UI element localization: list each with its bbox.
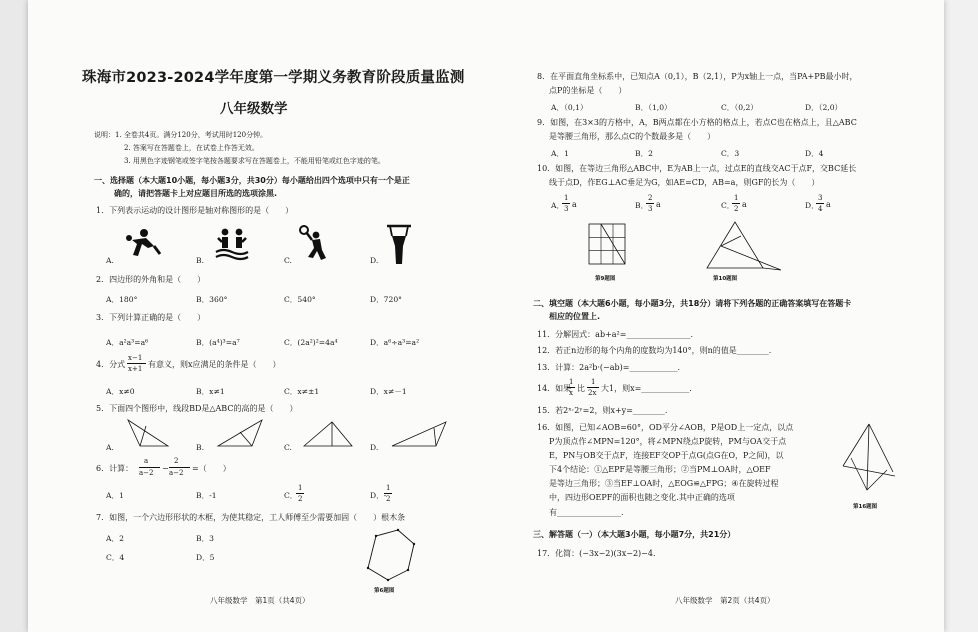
q1-option-b[interactable]: B.: [196, 256, 204, 265]
q6-option-d-den: 2: [386, 495, 391, 503]
q6-frac2-num: 2: [174, 457, 179, 465]
q14-mid: 比: [577, 384, 585, 393]
q10-c-var: a: [742, 200, 747, 209]
section-1-heading-line2: 确的，请把答题卡上对应题目所选的选项涂黑.: [114, 189, 278, 198]
q14-f2-den: 2x: [588, 389, 597, 397]
q5-option-d[interactable]: D.: [370, 443, 379, 452]
q1-figure-a-pingpong-icon: [124, 226, 164, 262]
q9-line2: 是等腰三角形，那么点C的个数最多是（ ）: [549, 132, 716, 141]
q14-suffix: 大1，则x=____________.: [601, 384, 692, 393]
q10-option-b[interactable]: B．: [635, 201, 649, 210]
q3-stem: 3．下列计算正确的是（ ）: [96, 313, 206, 322]
q9-option-c[interactable]: C．3: [721, 149, 740, 158]
q10-c-num: 1: [734, 194, 739, 202]
q3-option-d[interactable]: D．a⁶÷a³=a²: [370, 338, 420, 347]
q14-f2-bar: [587, 387, 599, 388]
q10-b-num: 2: [648, 194, 653, 202]
q10-d-den: 4: [818, 205, 823, 213]
section-2-heading-line2: 相应的位置上.: [549, 312, 601, 321]
q6-stem-prefix: 6．计算：: [96, 464, 134, 473]
q10-c-bar: [732, 203, 740, 204]
note-1: 说明：1. 全卷共4页。满分120分，考试用时120分钟。: [94, 131, 268, 139]
page-1: [28, 0, 483, 632]
q10-a-num: 1: [564, 194, 569, 202]
q16-line2: P为顶点作∠MPN=120°，将∠MPN绕点P旋转，PM与OA交于点: [549, 437, 787, 446]
q2-option-b[interactable]: B．360°: [196, 295, 228, 304]
q1-option-d[interactable]: D.: [370, 256, 379, 265]
note-2: 2. 答案写在答题卷上，在试卷上作答无效。: [124, 144, 259, 152]
q4-option-a[interactable]: A．x≠0: [106, 387, 135, 396]
exam-paper: [28, 0, 944, 632]
q14-f1-den: x: [569, 389, 573, 397]
q4-stem-suffix: 有意义，则x应满足的条件是（ ）: [148, 360, 281, 369]
page-2: [483, 0, 944, 632]
q10-b-var: a: [656, 200, 661, 209]
q6-option-c-bar: [296, 493, 304, 494]
q7-option-d[interactable]: D．5: [196, 553, 215, 562]
q3-option-b[interactable]: B．(a⁴)³=a⁷: [196, 338, 240, 347]
q5-figure-d: [388, 418, 450, 450]
q6-frac1-num: a: [144, 457, 149, 465]
q7-option-b[interactable]: B．3: [196, 534, 215, 543]
q9-option-b[interactable]: B．2: [635, 149, 654, 158]
q6-option-c[interactable]: C．: [284, 491, 298, 500]
q5-option-a[interactable]: A.: [106, 443, 114, 452]
q5-stem: 5．下面四个图形中，线段BD是△ABC的高的是（ ）: [96, 404, 298, 413]
q13: 13．计算：2a²b·(−ab)=____________.: [537, 363, 680, 372]
q6-option-d-bar: [384, 493, 392, 494]
viewer-scroll-area[interactable]: [943, 0, 978, 632]
q8-option-b[interactable]: B．（1,0）: [635, 103, 672, 112]
q6-frac1-bar: [139, 467, 160, 468]
q12: 12．若正n边形的每个内角的度数均为140°，则n的值是________.: [537, 346, 772, 355]
q5-option-b[interactable]: B.: [196, 443, 204, 452]
note-3: 3. 用黑色字迹钢笔或签字笔按各题要求写在答题卷上，不能用铅笔或红色字迹的笔。: [124, 157, 385, 165]
q14-f1-bar: [567, 387, 575, 388]
q16-figure-caption: 第16题图: [853, 504, 878, 510]
q3-option-a[interactable]: A．a²a³=a⁶: [106, 338, 149, 347]
q10-line1: 10．如图，在等边三角形△ABC中，E为AB上一点，过点E的直线交AC于点F，交BC延长: [537, 164, 857, 173]
q2-option-c[interactable]: C．540°: [284, 295, 316, 304]
q1-option-c[interactable]: C.: [284, 256, 292, 265]
q6-frac1-den: a−2: [139, 469, 154, 477]
q6-option-b[interactable]: B．-1: [196, 491, 217, 500]
section-1-heading-line1: 一、选择题（本大题10小题，每小题3分，共30分）每小题给出四个选项中只有一个是正: [94, 176, 410, 185]
q10-option-c[interactable]: C．: [721, 201, 735, 210]
q6-minus: −: [162, 464, 169, 473]
q3-option-c[interactable]: C．(2a²)²=4a⁴: [284, 338, 338, 347]
footer-page-2: 八年级数学 第2页（共4页）: [675, 596, 775, 605]
q10-b-bar: [646, 203, 654, 204]
q10-line2: 线于点D，作EG⊥AC垂足为G，如AE=CD，AB=a，则GF的长为（ ）: [549, 178, 820, 187]
q10-c-den: 2: [734, 205, 739, 213]
q16-line3: E，PN与OB交于点F，连接EF交OP于点G(点G在O，P之间)，以: [549, 451, 784, 460]
q16-line1: 16．如图，已知∠AOB=60°，OD平分∠AOB，P是OD上一定点，以点: [537, 423, 794, 432]
q6-option-a[interactable]: A．1: [106, 491, 124, 500]
q10-option-a[interactable]: A．: [551, 201, 565, 210]
q8-option-c[interactable]: C．（0,2）: [721, 103, 758, 112]
q5-option-c[interactable]: C.: [284, 443, 292, 452]
q1-figure-d-rings-icon: [384, 224, 414, 266]
q15: 15．若2ˣ·2ʸ=2，则x+y=________.: [537, 406, 668, 415]
q7-figure-caption: 第6题图: [374, 588, 395, 594]
q2-option-d[interactable]: D．720°: [370, 295, 402, 304]
q2-option-a[interactable]: A．180°: [106, 295, 138, 304]
q4-option-d[interactable]: D．x≠－1: [370, 387, 407, 396]
q10-b-den: 3: [648, 205, 653, 213]
q10-d-var: a: [826, 200, 831, 209]
q7-option-a[interactable]: A．2: [106, 534, 124, 543]
q4-frac-num: x−1: [128, 354, 143, 362]
q6-option-c-num: 1: [298, 484, 303, 492]
q16-line6: 中，四边形OEPF的面积也随之变化.其中正确的选项: [549, 493, 735, 502]
q7-stem: 7．如图，一个六边形形状的木框，为使其稳定，工人师傅至少需要加固（ ）根木条: [96, 513, 406, 522]
q5-figure-a: [124, 416, 174, 450]
q2-stem: 2．四边形的外角和是（ ）: [96, 275, 206, 284]
q1-figure-c-basketball-icon: [298, 224, 332, 264]
footer-page-1: 八年级数学 第1页（共4页）: [210, 596, 310, 605]
q16-line7: 有________________.: [549, 508, 624, 517]
q6-frac2-bar: [169, 467, 190, 468]
q5-figure-c: [300, 418, 356, 450]
exam-title: 珠海市2023-2024学年度第一学期义务教育阶段质量监测: [82, 70, 465, 86]
q8-option-d[interactable]: D．（2,0）: [805, 103, 843, 112]
section-2-heading-line1: 二、填空题（本大题6小题，每小题3分，共18分）请将下列各题的正确答案填写在答题卡: [533, 299, 852, 308]
exam-subject: 八年级数学: [220, 101, 288, 117]
q10-figure-caption: 第10题图: [713, 276, 738, 282]
q16-angle-figure: [837, 420, 901, 502]
q7-hexagon-figure: [362, 528, 422, 584]
q9-line1: 9．如图，在3×3的方格中，A，B两点都在小方格的格点上，若点C也在格点上，且△ABC: [537, 118, 857, 127]
q14-prefix: 14．如果: [537, 384, 572, 393]
q11: 11．分解因式：ab+a²=________________.: [537, 330, 693, 339]
q5-figure-b: [212, 416, 266, 450]
q10-a-var: a: [572, 200, 577, 209]
q16-line5: 是等边三角形；③当EF⊥OA时，△EOG≌△FPG；④在旋转过程: [549, 479, 779, 488]
q8-line2: 点P的坐标是（ ）: [549, 86, 627, 95]
q4-option-c[interactable]: C．x≠±1: [284, 387, 320, 396]
q6-stem-suffix: =（ ）: [192, 464, 231, 473]
q4-stem-prefix: 4．分式: [96, 360, 126, 369]
q10-d-num: 3: [818, 194, 823, 202]
q9-grid-figure: [587, 222, 627, 268]
q4-frac-den: x+1: [128, 365, 143, 373]
q1-option-a[interactable]: A.: [106, 256, 114, 265]
section-3-heading: 三、解答题（一）（本大题3小题，每小题7分，共21分）: [533, 530, 736, 539]
q6-option-c-den: 2: [298, 495, 303, 503]
q6-frac2-den: a−2: [169, 469, 184, 477]
q9-option-d[interactable]: D．4: [805, 149, 824, 158]
q10-option-d[interactable]: D．: [805, 201, 819, 210]
q6-option-d-num: 1: [386, 484, 391, 492]
q8-line1: 8．在平面直角坐标系中，已知点A（0,1），B（2,1），P为x轴上一点，当PA+PB最小时，: [537, 72, 858, 81]
q9-option-a[interactable]: A．1: [551, 149, 569, 158]
q10-triangle-figure: [683, 218, 783, 274]
q6-option-d[interactable]: D．-: [370, 491, 387, 500]
q14-f2-num: 1: [591, 378, 596, 386]
q17: 17．化简：(−3x−2)(3x−2)−4.: [537, 549, 656, 558]
q9-figure-caption: 第9题图: [595, 276, 616, 282]
q14-f1-num: 1: [569, 378, 574, 386]
q7-option-c[interactable]: C．4: [106, 553, 125, 562]
q4-frac-bar: [127, 363, 146, 364]
q10-a-den: 3: [564, 205, 569, 213]
q8-option-a[interactable]: A．（0,1）: [551, 103, 588, 112]
q1-stem: 1．下列表示运动的设计图形是轴对称图形的是（ ）: [96, 206, 294, 215]
q10-d-bar: [816, 203, 824, 204]
q4-option-b[interactable]: B．x≠1: [196, 387, 225, 396]
q16-line4: 下4个结论：①△EPF是等腰三角形；②当PM⊥OA时，△OEF: [549, 465, 771, 474]
q1-figure-b-swimming-icon: [214, 226, 250, 262]
q10-a-bar: [562, 203, 570, 204]
